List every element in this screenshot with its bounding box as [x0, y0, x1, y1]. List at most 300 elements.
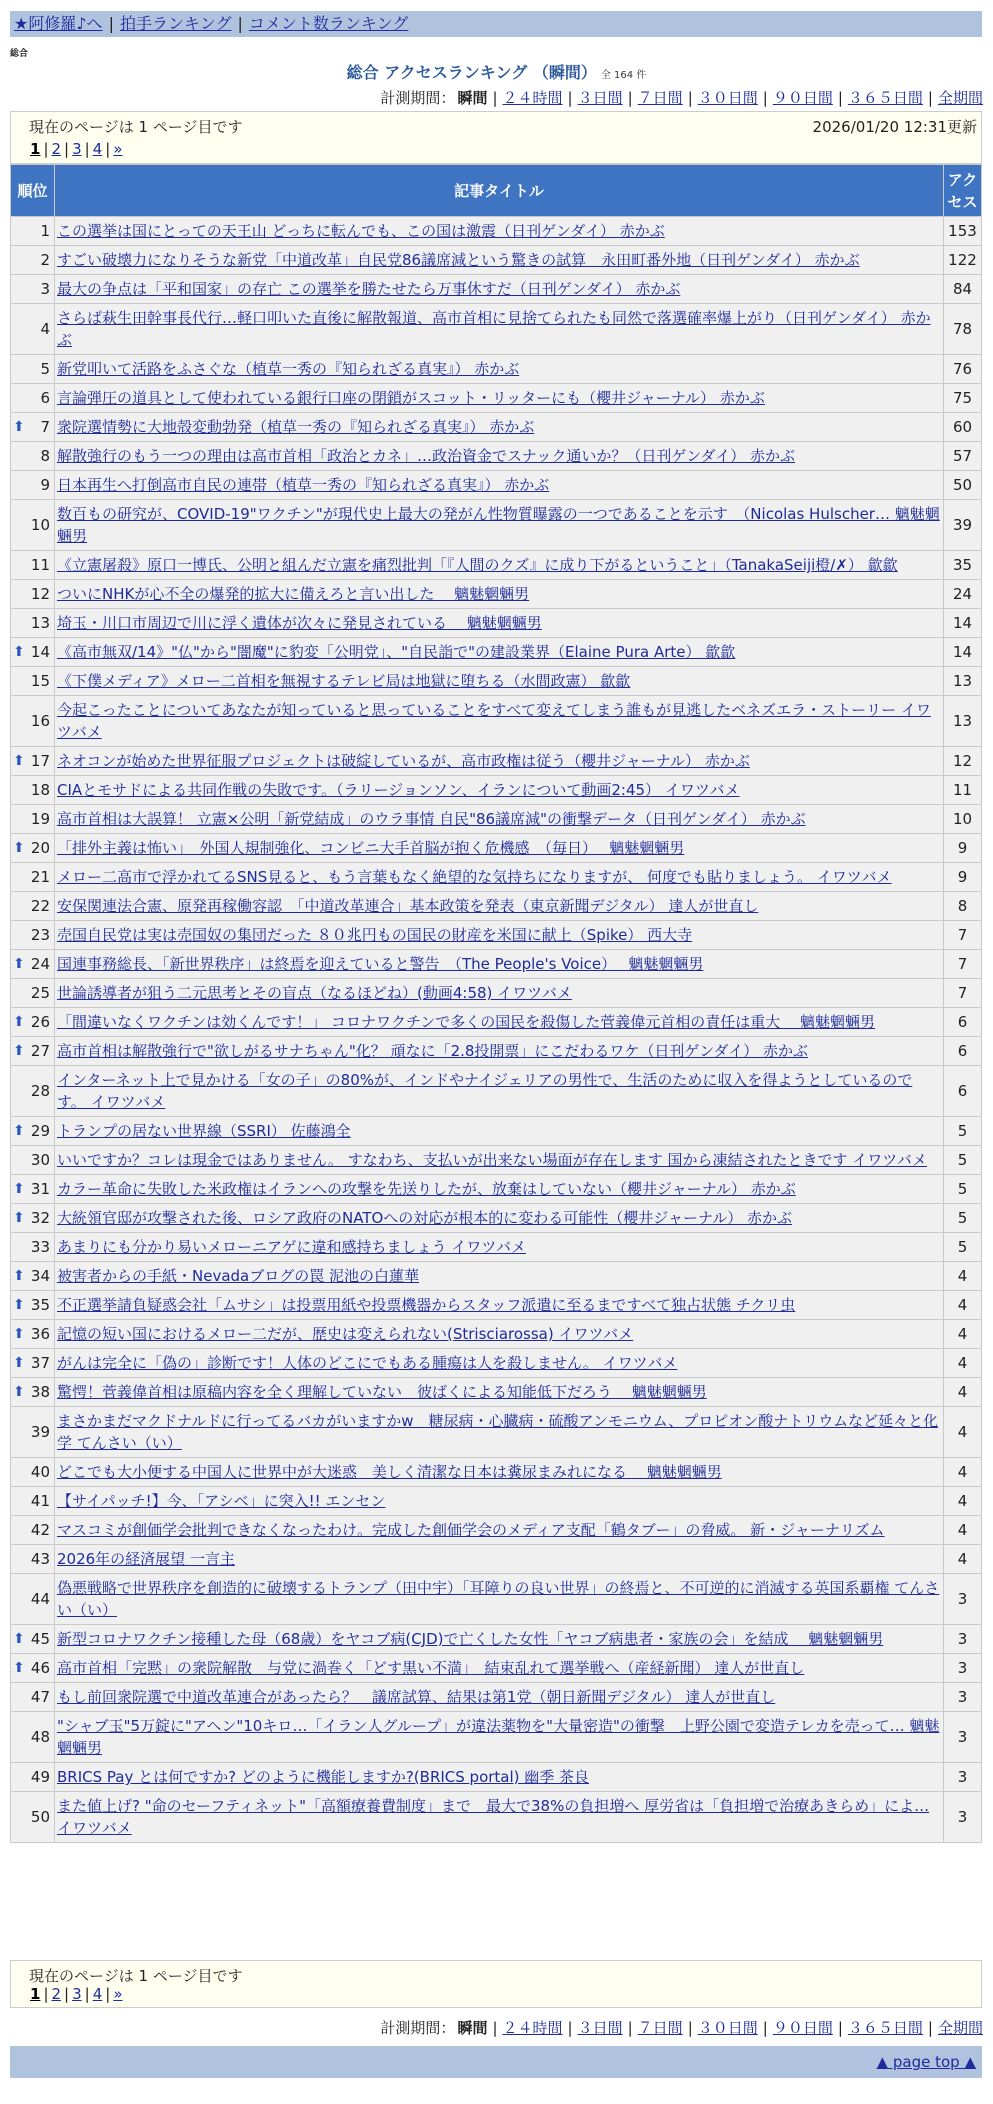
article-title-link[interactable]: 売国自民党は実は売国奴の集団だった ８０兆円もの国民の財産を米国に献上（Spike） 西大寺	[57, 926, 693, 944]
article-title-link[interactable]: メロー二高市で浮かれてるSNS見ると、もう言葉もなく絶望的な気持ちになりますが、 何度でも貼りましょう。 イワツバメ	[57, 868, 892, 886]
access-count: 14	[944, 609, 982, 638]
access-count: 4	[944, 1262, 982, 1291]
table-row	[11, 1625, 982, 1654]
table-row	[11, 1175, 982, 1204]
title-cell	[55, 1175, 944, 1204]
article-title-link[interactable]: まさかまだマクドナルドに行ってるバカがいますかw 糖尿病・心臓病・硫酸アンモニウム、プロピオン酸ナトリウムなど延々と化学 てんさい（い）	[57, 1412, 939, 1452]
table-row	[11, 1066, 982, 1117]
title-cell	[55, 638, 944, 667]
page-link-4[interactable]: 4	[92, 140, 103, 158]
table-row	[11, 471, 982, 500]
page-link-3[interactable]: 3	[72, 140, 82, 158]
title-cell	[55, 1545, 944, 1574]
article-title-link[interactable]: 不正選挙請負疑惑会社「ムサシ」は投票用紙や投票機器からスタッフ派遣に至るまですべて独占状態 チクリ虫	[57, 1296, 796, 1314]
rank-cell	[11, 1545, 55, 1574]
page-link-1[interactable]: 1	[30, 1985, 41, 2003]
rank-number: 43	[30, 1550, 50, 1568]
rank-up-arrow-icon: ⬆	[13, 956, 25, 972]
rank-number: 17	[30, 752, 50, 770]
pagination-top: 1 | 2 | 3 | 4 | »	[30, 140, 123, 158]
article-title-link[interactable]: 衆院選情勢に大地殻変動勃発（植草一秀の『知られざる真実』） 赤かぶ	[57, 418, 535, 436]
rank-cell	[11, 747, 55, 776]
rank-number: 13	[30, 614, 50, 632]
article-title-link[interactable]: 偽悪戦略で世界秩序を創造的に破壊するトランプ（田中宇）「耳障りの良い世界」の終焉と、不可逆的に消滅する英国系覇権 てんさい（い）	[57, 1579, 940, 1619]
page-link-3[interactable]: 3	[72, 1985, 82, 2003]
rank-up-arrow-icon: ⬆	[13, 1268, 25, 1284]
title-cell	[55, 667, 944, 696]
article-title-link[interactable]: インターネット上で見かける「女の子」の80%が、インドやナイジェリアの男性で、生活のために収入を得ようとしているのです。 イワツバメ	[57, 1071, 913, 1111]
title-cell	[55, 1458, 944, 1487]
table-row	[11, 304, 982, 355]
article-title-link[interactable]: また値上げ? "命のセーフティネット"「高額療養費制度」まで 最大で38%の負担増へ 厚労省は「負担増で治療あきらめ」によ… イワツバメ	[57, 1797, 930, 1837]
rank-number: 23	[30, 926, 50, 944]
access-count: 3	[944, 1683, 982, 1712]
title-cell	[55, 1625, 944, 1654]
article-title-link[interactable]: 《立憲屠殺》原口一博氏、公明と組んだ立憲を痛烈批判「『人間のクズ』に成り下がるということ」（TanakaSeiji橙/✗） 歙歙	[57, 556, 898, 574]
table-row	[11, 892, 982, 921]
period-link-7d[interactable]: ７日間	[637, 2019, 683, 2037]
article-title-link[interactable]: 2026年の経済展望 一言主	[57, 1550, 235, 1568]
access-count: 5	[944, 1146, 982, 1175]
period-link-365d[interactable]: ３６５日間	[847, 89, 923, 107]
title-cell	[55, 1262, 944, 1291]
rank-cell	[11, 638, 55, 667]
article-title-link[interactable]: 埼玉・川口市周辺で川に浮く遺体が次々に発見されている 魑魅魍魎男	[57, 614, 542, 632]
article-title-link[interactable]: 日本再生へ打倒高市自民の連帯（植草一秀の『知られざる真実』） 赤かぶ	[57, 476, 550, 494]
period-selector-bottom: 計測期間： 瞬間 | ２４時間 | ３日間 | ７日間 | ３０日間 | ９０日間 | ３６５日間 | 全期間	[380, 2019, 983, 2037]
title-cell	[55, 921, 944, 950]
title-cell	[55, 217, 944, 246]
article-title-link[interactable]: "シャブ玉"5万錠に"アヘン"10キロ…「イラン人グループ」が違法薬物を"大量密造"の衝撃 上野公園で変造テレカを売って… 魑魅魍魎男	[57, 1717, 940, 1757]
current-page-text: 現在のページは 1 ページ目です	[29, 1967, 243, 1985]
rank-up-arrow-icon: ⬆	[13, 1297, 25, 1313]
access-count: 5	[944, 1175, 982, 1204]
period-link-24h[interactable]: ２４時間	[502, 89, 563, 107]
access-count: 3	[944, 1712, 982, 1763]
title-cell	[55, 950, 944, 979]
period-current: 瞬間	[457, 89, 488, 107]
rank-cell	[11, 1146, 55, 1175]
access-count: 76	[944, 355, 982, 384]
article-title-link[interactable]: CIAとモサドによる共同作戦の失敗です。（ラリージョンソン、イランについて動画2:45） イワツバメ	[57, 781, 740, 799]
access-count: 9	[944, 834, 982, 863]
access-count: 8	[944, 892, 982, 921]
nav-link-comment-ranking[interactable]: コメント数ランキング	[248, 14, 409, 33]
table-row	[11, 834, 982, 863]
rank-number: 33	[30, 1238, 50, 1256]
rank-cell	[11, 1487, 55, 1516]
table-row	[11, 246, 982, 275]
table-row	[11, 275, 982, 304]
article-title-link[interactable]: どこでも大小便する中国人に世界中が大迷惑 美しく清潔な日本は糞尿まみれになる 魑魅魍魎男	[57, 1463, 722, 1481]
article-title-link[interactable]: 高市首相「完黙」の衆院解散 与党に渦巻く「どす黒い不満」 結束乱れて選挙戦へ（産経新聞） 達人が世直し	[57, 1659, 805, 1677]
header-access: アクセス	[944, 165, 982, 217]
rank-cell	[11, 863, 55, 892]
access-count: 24	[944, 580, 982, 609]
rank-number: 50	[30, 1808, 50, 1826]
title-cell	[55, 1712, 944, 1763]
period-link-3d[interactable]: ３日間	[577, 2019, 623, 2037]
title-cell	[55, 1487, 944, 1516]
total-count: 全 164 件	[600, 70, 647, 81]
article-title-link[interactable]: 新党叩いて活路をふさぐな（植草一秀の『知られざる真実』） 赤かぶ	[57, 360, 520, 378]
article-title-link[interactable]: 「排外主義は怖い」 外国人規制強化、コンビニ大手首脳が抱く危機感 （毎日） 魑魅魍魎男	[57, 839, 685, 857]
title-cell	[55, 413, 944, 442]
article-title-link[interactable]: 安保関連法合憲、原発再稼働容認 「中道改革連合」基本政策を発表（東京新聞デジタル） 達人が世直し	[57, 897, 759, 915]
nav-separator: |	[108, 14, 114, 33]
rank-up-arrow-icon: ⬆	[13, 840, 25, 856]
article-title-link[interactable]: がんは完全に「偽の」診断です！人体のどこにでもある腫瘍は人を殺しません。 イワツバメ	[57, 1354, 678, 1372]
rank-number: 2	[40, 251, 50, 269]
rank-cell	[11, 1204, 55, 1233]
rank-cell	[11, 413, 55, 442]
rank-cell	[11, 834, 55, 863]
rank-up-arrow-icon: ⬆	[13, 419, 25, 435]
access-count: 4	[944, 1291, 982, 1320]
access-count: 57	[944, 442, 982, 471]
updated-timestamp: 2026/01/20 12:31更新	[812, 118, 977, 136]
rank-cell	[11, 1712, 55, 1763]
rank-cell	[11, 609, 55, 638]
rank-number: 34	[30, 1267, 50, 1285]
article-title-link[interactable]: マスコミが創価学会批判できなくなったわけ。完成した創価学会のメディア支配「鶴タブー」の脅威。 新・ジャーナリズム	[57, 1521, 885, 1539]
rank-cell	[11, 580, 55, 609]
rank-up-arrow-icon: ⬆	[13, 1210, 25, 1226]
access-count: 12	[944, 747, 982, 776]
rank-number: 47	[30, 1688, 50, 1706]
table-row	[11, 1117, 982, 1146]
rank-cell	[11, 805, 55, 834]
access-count: 7	[944, 921, 982, 950]
rank-number: 48	[30, 1728, 50, 1746]
article-title-link[interactable]: 高市首相は大誤算！ 立憲×公明「新党結成」のウラ事情 自民"86議席減"の衝撃データ（日刊ゲンダイ） 赤かぶ	[57, 810, 806, 828]
access-count: 78	[944, 304, 982, 355]
table-row	[11, 805, 982, 834]
title-cell	[55, 275, 944, 304]
rank-up-arrow-icon: ⬆	[13, 1384, 25, 1400]
article-title-link[interactable]: 高市首相は解散強行で"欲しがるサナちゃん"化？ 頑なに「2.8投開票」にこだわるワケ（日刊ゲンダイ） 赤かぶ	[57, 1042, 808, 1060]
access-count: 4	[944, 1516, 982, 1545]
page-info-top	[10, 111, 982, 164]
article-title-link[interactable]: あまりにも分かり易いメローニアゲに違和感持ちましょう イワツバメ	[57, 1238, 527, 1256]
article-title-link[interactable]: いいですか？コレは現金ではありません。 すなわち、支払いが出来ない場面が存在します 国から凍結されたときです イワツバメ	[57, 1151, 927, 1169]
page-title-text: 総合 アクセスランキング （瞬間）	[346, 63, 597, 82]
period-link-all[interactable]: 全期間	[937, 2019, 983, 2037]
rank-number: 1	[40, 222, 50, 240]
access-count: 3	[944, 1574, 982, 1625]
table-row	[11, 551, 982, 580]
article-title-link[interactable]: 《下僕メディア》メロー二首相を無視するテレビ局は地獄に堕ちる（水間政憲） 歙歙	[57, 672, 631, 690]
rank-cell	[11, 696, 55, 747]
access-count: 6	[944, 1008, 982, 1037]
period-link-30d[interactable]: ３０日間	[697, 89, 758, 107]
table-row	[11, 1008, 982, 1037]
page-link-2[interactable]: 2	[51, 140, 62, 158]
title-cell	[55, 863, 944, 892]
article-title-link[interactable]: 驚愕！菅義偉首相は原稿内容を全く理解していない 彼ばくによる知能低下だろう 魑魅魍魎男	[57, 1383, 707, 1401]
header-title: 記事タイトル	[55, 165, 944, 217]
article-title-link[interactable]: トランプの居ない世界線（SSRI） 佐藤鴻全	[57, 1122, 351, 1140]
rank-cell	[11, 1763, 55, 1792]
title-cell	[55, 304, 944, 355]
article-title-link[interactable]: 最大の争点は「平和国家」の存亡 この選挙を勝たせたら万事休すだ（日刊ゲンダイ） 赤かぶ	[57, 280, 681, 298]
title-cell	[55, 500, 944, 551]
table-row	[11, 1349, 982, 1378]
access-count: 10	[944, 805, 982, 834]
access-count: 122	[944, 246, 982, 275]
title-cell	[55, 1683, 944, 1712]
category-label: 総合	[10, 49, 29, 59]
rank-number: 4	[40, 320, 50, 338]
rank-up-arrow-icon: ⬆	[13, 1043, 25, 1059]
table-row	[11, 1487, 982, 1516]
rank-number: 39	[30, 1423, 50, 1441]
rank-number: 11	[30, 556, 50, 574]
period-link-90d[interactable]: ９０日間	[772, 89, 833, 107]
rank-number: 24	[30, 955, 50, 973]
article-title-link[interactable]: 言論弾圧の道具として使われている銀行口座の閉鎖がスコット・リッターにも（櫻井ジャーナル） 赤かぶ	[57, 389, 765, 407]
page-link-next[interactable]: »	[113, 1985, 123, 2003]
article-title-link[interactable]: 解散強行のもう一つの理由は高市首相「政治とカネ」…政治資金でスナック通いか？（日刊ゲンダイ） 赤かぶ	[57, 447, 795, 465]
rank-cell	[11, 1233, 55, 1262]
table-row	[11, 1458, 982, 1487]
access-count: 4	[944, 1545, 982, 1574]
access-count: 4	[944, 1487, 982, 1516]
title-cell	[55, 1654, 944, 1683]
page-title	[0, 60, 993, 83]
access-count: 11	[944, 776, 982, 805]
table-row	[11, 442, 982, 471]
access-count: 6	[944, 1066, 982, 1117]
rank-number: 22	[30, 897, 50, 915]
nav-link-home[interactable]: ★阿修羅♪へ	[14, 14, 103, 33]
access-count: 153	[944, 217, 982, 246]
rank-cell	[11, 355, 55, 384]
access-count: 7	[944, 979, 982, 1008]
access-count: 4	[944, 1407, 982, 1458]
period-label: 計測期間：	[380, 2019, 456, 2037]
access-count: 39	[944, 500, 982, 551]
table-row	[11, 500, 982, 551]
access-count: 6	[944, 1037, 982, 1066]
access-count: 4	[944, 1458, 982, 1487]
period-link-365d[interactable]: ３６５日間	[847, 2019, 923, 2037]
article-title-link[interactable]: 大統領官邸が攻撃された後、ロシア政府のNATOへの対応が根本的に変わる可能性（櫻井ジャーナル） 赤かぶ	[57, 1209, 793, 1227]
rank-up-arrow-icon: ⬆	[13, 1181, 25, 1197]
rank-cell	[11, 246, 55, 275]
rank-number: 37	[30, 1354, 50, 1372]
footer-bar	[10, 2046, 982, 2078]
access-count: 50	[944, 471, 982, 500]
article-title-link[interactable]: BRICS Pay とは何ですか? どのように機能しますか?(BRICS portal) 幽季 茶良	[57, 1768, 590, 1786]
table-row	[11, 1516, 982, 1545]
table-row	[11, 1792, 982, 1843]
table-row	[11, 696, 982, 747]
title-cell	[55, 442, 944, 471]
period-link-3d[interactable]: ３日間	[577, 89, 623, 107]
access-count: 3	[944, 1763, 982, 1792]
rank-cell	[11, 1320, 55, 1349]
page-link-1[interactable]: 1	[30, 140, 41, 158]
page-info-bottom	[10, 1960, 982, 2008]
title-cell	[55, 1204, 944, 1233]
title-cell	[55, 1320, 944, 1349]
rank-number: 40	[30, 1463, 50, 1481]
table-row	[11, 1204, 982, 1233]
period-selector-top: 計測期間： 瞬間 | ２４時間 | ３日間 | ７日間 | ３０日間 | ９０日間 | ３６５日間 | 全期間	[380, 89, 983, 107]
header-rank: 順位	[11, 165, 55, 217]
rank-number: 9	[40, 476, 50, 494]
article-title-link[interactable]: 新型コロナワクチン接種した母（68歳）をヤコブ病(CJD)で亡くした女性「ヤコブ病患者・家族の会」を結成 魑魅魍魎男	[57, 1630, 884, 1648]
period-link-all[interactable]: 全期間	[937, 89, 983, 107]
title-cell	[55, 1066, 944, 1117]
title-cell	[55, 1233, 944, 1262]
ranking-table-body	[11, 217, 982, 1843]
nav-link-clap-ranking[interactable]: 拍手ランキング	[119, 14, 232, 33]
article-title-link[interactable]: 数百もの研究が、COVID-19"ワクチン"が現代史上最大の発がん性物質曝露の一つであることを示す （Nicolas Hulscher… 魑魅魍魎男	[57, 505, 940, 545]
period-link-30d[interactable]: ３０日間	[697, 2019, 758, 2037]
rank-up-arrow-icon: ⬆	[13, 1660, 25, 1676]
rank-number: 28	[30, 1082, 50, 1100]
table-row	[11, 921, 982, 950]
nav-separator: |	[237, 14, 243, 33]
title-cell	[55, 805, 944, 834]
rank-number: 38	[30, 1383, 50, 1401]
rank-number: 35	[30, 1296, 50, 1314]
rank-number: 45	[30, 1630, 50, 1648]
rank-number: 15	[30, 672, 50, 690]
page-link-next[interactable]: »	[113, 140, 123, 158]
pagination-bottom: 1 | 2 | 3 | 4 | »	[30, 1985, 123, 2003]
page-link-4[interactable]: 4	[92, 1985, 103, 2003]
access-count: 3	[944, 1654, 982, 1683]
rank-cell	[11, 500, 55, 551]
article-title-link[interactable]: 「間違いなくワクチンは効くんです！」 コロナワクチンで多くの国民を殺傷した菅義偉元首相の責任は重大 魑魅魍魎男	[57, 1013, 876, 1031]
rank-number: 31	[30, 1180, 50, 1198]
period-link-24h[interactable]: ２４時間	[502, 2019, 563, 2037]
article-title-link[interactable]: 《高市無双/14》"仏"から"闇魔"に豹変「公明党」、"自民詣で"の建設業界（Elaine Pura Arte） 歙歙	[57, 643, 736, 661]
rank-cell	[11, 1574, 55, 1625]
table-row	[11, 1574, 982, 1625]
table-row	[11, 384, 982, 413]
table-row	[11, 863, 982, 892]
rank-cell	[11, 1175, 55, 1204]
rank-up-arrow-icon: ⬆	[13, 644, 25, 660]
table-row	[11, 1291, 982, 1320]
period-current: 瞬間	[457, 2019, 488, 2037]
period-label: 計測期間：	[380, 89, 456, 107]
article-title-link[interactable]: カラー革命に失敗した米政権はイランへの攻撃を先送りしたが、放棄はしていない（櫻井ジャーナル） 赤かぶ	[57, 1180, 796, 1198]
rank-number: 18	[30, 781, 50, 799]
page-link-2[interactable]: 2	[51, 1985, 62, 2003]
rank-cell	[11, 1516, 55, 1545]
title-cell	[55, 834, 944, 863]
access-count: 3	[944, 1625, 982, 1654]
article-title-link[interactable]: さらば萩生田幹事長代行…軽口叩いた直後に解散報道、高市首相に見捨てられたも同然で落選確率爆上がり（日刊ゲンダイ） 赤かぶ	[57, 309, 931, 349]
period-link-7d[interactable]: ７日間	[637, 89, 683, 107]
access-count: 4	[944, 1378, 982, 1407]
rank-cell	[11, 275, 55, 304]
rank-cell	[11, 1037, 55, 1066]
table-row	[11, 979, 982, 1008]
rank-number: 30	[30, 1151, 50, 1169]
title-cell	[55, 747, 944, 776]
rank-up-arrow-icon: ⬆	[13, 1355, 25, 1371]
title-cell	[55, 1117, 944, 1146]
rank-number: 29	[30, 1122, 50, 1140]
rank-number: 41	[30, 1492, 50, 1510]
table-row	[11, 1407, 982, 1458]
table-row	[11, 1763, 982, 1792]
rank-number: 16	[30, 712, 50, 730]
rank-cell	[11, 1458, 55, 1487]
rank-cell	[11, 776, 55, 805]
article-title-link[interactable]: ついにNHKが心不全の爆発的拡大に備えろと言い出した 魑魅魍魎男	[57, 585, 530, 603]
rank-cell	[11, 384, 55, 413]
title-cell	[55, 1349, 944, 1378]
rank-number: 27	[30, 1042, 50, 1060]
article-title-link[interactable]: 【サイパッチ!】今、「アシベ」に突入!! エンセン	[57, 1492, 386, 1510]
article-title-link[interactable]: 記憶の短い国におけるメロー二だが、歴史は変えられない(Strisciarossa) イワツバメ	[57, 1325, 634, 1343]
title-cell	[55, 471, 944, 500]
ranking-table	[10, 164, 982, 1843]
rank-cell	[11, 1349, 55, 1378]
access-count: 4	[944, 1349, 982, 1378]
rank-number: 20	[30, 839, 50, 857]
article-title-link[interactable]: もし前回衆院選で中道改革連合があったら？ 議席試算、結果は第1党（朝日新聞デジタル） 達人が世直し	[57, 1688, 776, 1706]
table-row	[11, 609, 982, 638]
rank-cell	[11, 217, 55, 246]
access-count: 75	[944, 384, 982, 413]
page-top-link[interactable]: ▲ page top ▲	[876, 2053, 976, 2071]
article-title-link[interactable]: 今起こったことについてあなたが知っていると思っていることをすべて変えてしまう誰もが見逃したベネズエラ・ストーリー イワツバメ	[57, 701, 931, 741]
rank-cell	[11, 1378, 55, 1407]
article-title-link[interactable]: 被害者からの手紙・Nevadaブログの罠 泥池の白蓮華	[57, 1267, 420, 1285]
rank-cell	[11, 1066, 55, 1117]
title-cell	[55, 776, 944, 805]
rank-number: 8	[40, 447, 50, 465]
rank-number: 25	[30, 984, 50, 1002]
table-row	[11, 1545, 982, 1574]
period-link-90d[interactable]: ９０日間	[772, 2019, 833, 2037]
rank-number: 36	[30, 1325, 50, 1343]
table-row	[11, 638, 982, 667]
rank-up-arrow-icon: ⬆	[13, 1631, 25, 1647]
rank-number: 6	[40, 389, 50, 407]
table-row	[11, 413, 982, 442]
rank-number: 3	[40, 280, 50, 298]
rank-up-arrow-icon: ⬆	[13, 1014, 25, 1030]
article-title-link[interactable]: 国連事務総長、「新世界秩序」は終焉を迎えていると警告 （The People's Voice） 魑魅魍魎男	[57, 955, 704, 973]
title-cell	[55, 1574, 944, 1625]
article-title-link[interactable]: すごい破壊力になりそうな新党「中道改革」自民党86議席減という驚きの試算 永田町番外地（日刊ゲンダイ） 赤かぶ	[57, 251, 860, 269]
table-row	[11, 1378, 982, 1407]
article-title-link[interactable]: ネオコンが始めた世界征服プロジェクトは破綻しているが、高市政権は従う（櫻井ジャーナル） 赤かぶ	[57, 752, 750, 770]
article-title-link[interactable]: この選挙は国にとっての天王山 どっちに転んでも、この国は激震（日刊ゲンダイ） 赤かぶ	[57, 222, 665, 240]
access-count: 13	[944, 667, 982, 696]
rank-cell	[11, 442, 55, 471]
table-row	[11, 747, 982, 776]
title-cell	[55, 1008, 944, 1037]
title-cell	[55, 696, 944, 747]
rank-cell	[11, 892, 55, 921]
article-title-link[interactable]: 世論誘導者が狙う二元思考とその盲点（なるほどね）(動画4:58) イワツバメ	[57, 984, 572, 1002]
rank-number: 46	[30, 1659, 50, 1677]
rank-number: 12	[30, 585, 50, 603]
title-cell	[55, 892, 944, 921]
rank-number: 19	[30, 810, 50, 828]
rank-cell	[11, 1291, 55, 1320]
